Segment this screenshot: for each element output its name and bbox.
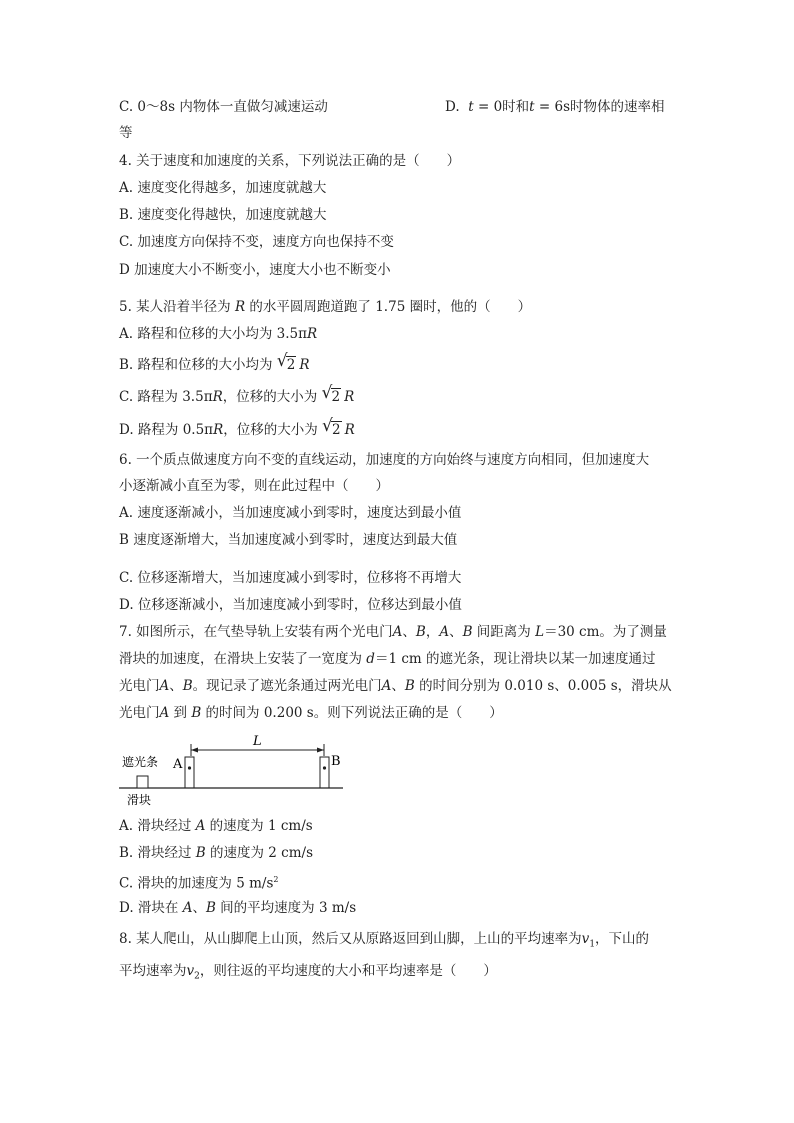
q7b-v: B <box>195 845 206 861</box>
q6d-text: D. 位移逐渐减小，当加速度减小到零时，位移达到最小值 <box>119 597 462 613</box>
q7-1b: A <box>392 624 403 640</box>
q5d-pre: D. 路程为 0.5π <box>119 422 214 438</box>
air-track-diagram <box>119 730 359 810</box>
q5c-R2: R <box>344 389 355 405</box>
q7d-a: A <box>182 900 193 916</box>
q3d-t1: t <box>468 99 474 115</box>
photogate-b-sensor <box>323 766 326 769</box>
q8-v1: v <box>581 931 590 947</box>
q4b-text: B. 速度变化得越快，加速度就越大 <box>119 207 327 223</box>
q7-4e: 的时间为 0.200 s。则下列说法正确的是（ ） <box>201 705 503 721</box>
q8-sub1: 1 <box>589 939 596 950</box>
q4-option-a <box>119 178 326 198</box>
label-A: A <box>173 757 183 772</box>
photogate-a <box>185 757 194 788</box>
q7b-post: 的速度为 2 cm/s <box>205 845 314 861</box>
q3d-t2: t <box>529 99 535 115</box>
q4-stem <box>119 151 460 171</box>
q8-v2: v <box>186 963 195 979</box>
arrow-left-head <box>191 748 198 753</box>
label-slider: 滑块 <box>127 793 152 807</box>
q3d-mid2: = 6s时物体的速率相 <box>534 99 665 115</box>
sqrt-symbol: √ 2 <box>276 351 296 373</box>
photogate-b <box>320 757 329 788</box>
q4c-text: C. 加速度方向保持不变，速度方向也保持不变 <box>119 234 394 250</box>
q5-stem <box>119 297 531 317</box>
q7-2c: ＝1 cm 的遮光条，现让滑块以某一加速度通过 <box>374 651 656 667</box>
q3d-wrap-text: 等 <box>119 125 133 141</box>
q5d-mid: ，位移的大小为 <box>223 422 323 438</box>
q5c-R1: R <box>212 389 223 405</box>
q3-option-c <box>119 97 328 117</box>
q7-3f: A <box>381 678 392 694</box>
label-B: B <box>331 754 341 769</box>
q3d-prefix: D. <box>445 99 460 115</box>
q7-option-c <box>119 870 278 894</box>
q6c-text: C. 位移逐渐增大，当加速度减小到零时，位移将不再增大 <box>119 570 462 586</box>
q7d-b: B <box>205 900 216 916</box>
arrow-right-head <box>317 748 324 753</box>
q7-1j: L <box>535 624 545 640</box>
slider-block <box>137 776 148 788</box>
q8-2a: 平均速率为 <box>119 963 187 979</box>
q7-1k: ＝30 cm。为了测量 <box>544 624 667 640</box>
q7-stem-2 <box>119 649 656 669</box>
q3c-text: C. 0～8s 内物体一直做匀减速运动 <box>119 99 328 115</box>
q3d-mid1: = 0时和 <box>473 99 530 115</box>
q7-option-b <box>119 843 313 863</box>
q6-option-a <box>119 503 461 523</box>
q5-option-c <box>119 383 355 407</box>
q5-option-d <box>119 416 355 440</box>
q7b-pre: B. 滑块经过 <box>119 845 196 861</box>
q6-text-2: 小逐渐减小直至为零，则在此过程中（ ） <box>119 478 389 494</box>
q6-stem-2 <box>119 476 389 496</box>
q7-2a: 滑块的加速度，在滑块上安装了一宽度为 <box>119 651 367 667</box>
q7-1h: B <box>462 624 473 640</box>
q4-option-c <box>119 232 394 252</box>
q6a-text: A. 速度逐渐减小，当加速度减小到零时，速度达到最小值 <box>119 505 462 521</box>
q7-1c: 、 <box>402 624 416 640</box>
sqrt-num: 2 <box>286 357 296 373</box>
q7-3c: 、 <box>169 678 183 694</box>
q7-3a: 光电门 <box>119 678 160 694</box>
q5-post: 的水平圆周跑道跑了 1.75 圈时，他的（ ） <box>245 299 532 315</box>
q7-3g: 、 <box>391 678 405 694</box>
q7c-pre: C. 滑块的加速度为 5 m/s <box>119 875 274 892</box>
q7-option-a <box>119 816 313 836</box>
q5d-R1: R <box>213 422 224 438</box>
q5-pre: 5. 某人沿着半径为 <box>119 299 235 315</box>
q3-option-d <box>445 97 665 117</box>
sqrt-num: 2 <box>332 422 341 438</box>
q5c-mid: ，位移的大小为 <box>222 389 322 405</box>
q5a-R: R <box>306 326 318 342</box>
q7a-post: 的速度为 1 cm/s <box>205 818 313 834</box>
q7-4a: 光电门 <box>119 705 160 721</box>
q7d-post: 间的平均速度为 3 m/s <box>215 900 357 916</box>
q6-option-b <box>119 530 457 550</box>
q5-option-a <box>119 324 317 344</box>
q5b-pre: B. 路程和位移的大小均为 <box>119 357 277 373</box>
q7c-sup: 2 <box>273 875 279 884</box>
q7-2b: d <box>366 651 375 667</box>
q7d-mid: 、 <box>192 900 206 916</box>
q8-1a: 8. 某人爬山，从山脚爬上山顶，然后又从原路返回到山脚，上山的平均速率为 <box>119 931 582 947</box>
q7-1e: ， <box>425 624 440 640</box>
q7-3i: 的时间分别为 0.010 s、0.005 s，滑块从 <box>414 678 672 694</box>
q7-4c: 到 <box>169 705 192 721</box>
q7-3e: 。现记录了遮光条通过两光电门 <box>192 678 382 694</box>
q4d-text: D 加速度大小不断变小，速度大小也不断变小 <box>119 262 391 278</box>
q7-stem-4 <box>119 703 503 723</box>
q6-text-1: 6. 一个质点做速度方向不变的直线运动，加速度的方向始终与速度方向相同，但加速度大 <box>119 452 650 468</box>
q3d-wrap <box>119 123 133 143</box>
q7-stem-3 <box>119 676 672 696</box>
q5a-pre: A. 路程和位移的大小均为 3.5π <box>119 326 307 342</box>
q7-4b: A <box>159 705 170 721</box>
q7a-pre: A. 滑块经过 <box>119 818 196 834</box>
q5d-R2: R <box>344 422 355 438</box>
label-L: L <box>253 734 262 749</box>
q5-R: R <box>234 299 246 315</box>
q8-1b: ，下山的 <box>595 931 650 947</box>
sqrt-symbol: √ 2 <box>321 383 341 405</box>
photogate-a-sensor <box>188 766 191 769</box>
q7-1i: 间距离为 <box>472 624 536 640</box>
q7-3b: A <box>159 678 170 694</box>
q4-text: 4. 关于速度和加速度的关系，下列说法正确的是（ ） <box>119 153 461 169</box>
q8-sub2: 2 <box>194 971 200 982</box>
q7-1a: 7. 如图所示，在气垫导轨上安装有两个光电门 <box>119 624 393 640</box>
q7-option-d <box>119 898 356 918</box>
q6-option-c <box>119 568 461 588</box>
q7d-pre: D. 滑块在 <box>119 900 183 916</box>
q7-4d: B <box>191 705 202 721</box>
q5c-pre: C. 路程为 3.5π <box>119 389 213 405</box>
sqrt-symbol: √ 2 <box>322 416 341 438</box>
q7a-v: A <box>195 818 206 834</box>
label-strip: 遮光条 <box>122 755 159 769</box>
q4-option-d <box>119 260 391 280</box>
q7-3d: B <box>182 678 193 694</box>
q6-stem-1 <box>119 450 649 470</box>
q8-2b: ，则往返的平均速度的大小和平均速率是（ ） <box>199 963 497 979</box>
q4-option-b <box>119 205 327 225</box>
q7-3h: B <box>404 678 415 694</box>
q7-1f: A <box>439 624 450 640</box>
q6-option-d <box>119 595 462 615</box>
q5-option-b <box>119 351 310 375</box>
q5b-R: R <box>299 357 310 373</box>
q6b-text: B 速度逐渐增大，当加速度减小到零时，速度达到最大值 <box>119 532 458 548</box>
sqrt-num: 2 <box>331 389 341 405</box>
q8-stem-2 <box>119 961 497 987</box>
q7-1d: B <box>415 624 426 640</box>
q4a-text: A. 速度变化得越多，加速度就越大 <box>119 180 327 196</box>
q7-1g: 、 <box>449 624 463 640</box>
q7-stem-1 <box>119 622 667 642</box>
q8-stem-1 <box>119 929 649 955</box>
